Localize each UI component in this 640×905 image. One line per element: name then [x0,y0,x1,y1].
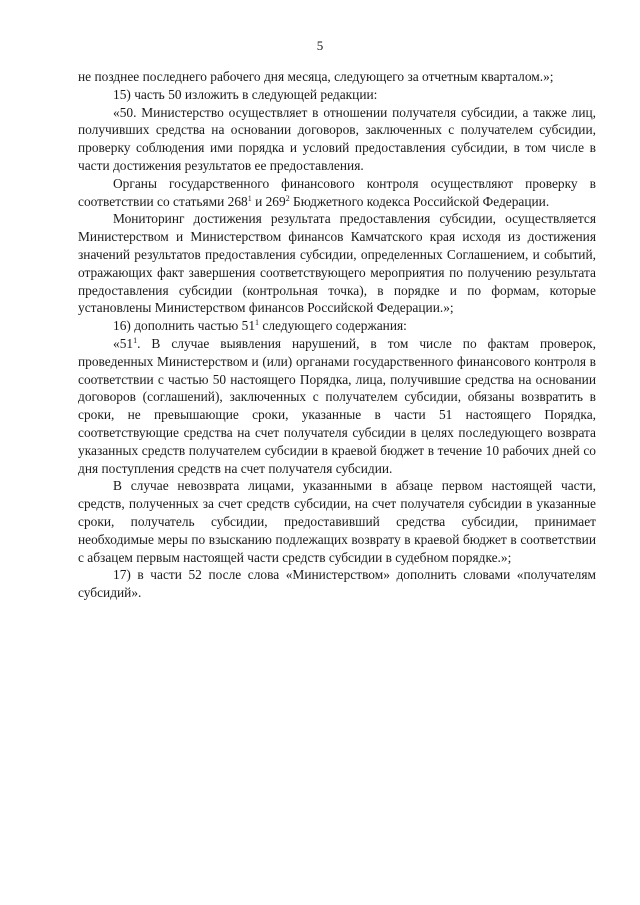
paragraph-state-financial-control [78,175,596,211]
paragraph-text-segment: следующего содержания: [259,318,407,334]
paragraph-part-51-1 [78,335,596,477]
paragraph-text-segment: 16) дополнить частью 51 [113,318,256,334]
paragraph-item-17: 17) в части 52 после слова «Министерством» дополнить словами «получателям субсидий». [78,567,596,601]
paragraph-continuation: не позднее последнего рабочего дня месяца, следующего за отчетным кварталом.»; [78,69,554,84]
paragraph-text-segment: «51 [113,335,134,351]
paragraph-part-50: «50. Министерство осуществляет в отношении получателя субсидии, а также лиц, получивших средства на основании договоров, заключенных с получателем субсидии, проверку соблюдения ими порядка и условий предоставления субсидии, в том числе в части достижения результатов ее предоставления. [78,104,596,173]
paragraph-text-segment: Органы государственного финансового контроля осуществляют проверку в соответствии со статьями 268 [78,175,596,209]
paragraph-monitoring: Мониторинг достижения результата предоставления субсидии, осуществляется Министерством и Министерством финансов Камчатского края исходя из достижения значений результатов предоставления субсидии, определенных Соглашением, и событий, отражающих факт завершения соответствующего мероприятия по получению результата предоставления субсидии (контрольная точка), в порядке и по формам, которые установлены Министерством финансов Российской Федерации.»; [78,211,596,316]
paragraph-text-segment: и 269 [251,193,286,209]
superscript: 2 [285,193,290,203]
paragraph-non-return: В случае невозврата лицами, указанными в абзаце первом настоящей части, средств, полученных за счет средств субсидии, на счет получателя субсидии в указанные сроки, получатель субсидии, предоставивший средства субсидии, принимает необходимые меры по взысканию подлежащих возврату в краевой бюджет в соответствии с абзацем первым настоящей части средств субсидии в судебном порядке.»; [78,478,596,565]
paragraph-item-16 [78,317,596,335]
superscript: 1 [133,335,138,345]
superscript: 1 [247,193,252,203]
page-number: 5 [316,38,324,53]
paragraph-text-segment: Бюджетного кодекса Российской Федерации. [289,193,550,209]
paragraph-item-15: 15) часть 50 изложить в следующей редакции: [113,86,378,102]
superscript: 1 [255,318,260,328]
document-body [78,68,596,602]
paragraph-text-segment: . В случае выявления нарушений, в том числе по фактам проверок, проведенных Министерством и (или) органами государственного финансового контроля в соответствии с частью 50 настоящего Порядка, лица, получившие средства на основании договоров (соглашений), заключенных с получателем субсидии, обязаны возвратить в сроки, не превышающие сроки, указанные в части 51 настоящего Порядка, соответствующие средства на счет получателя субсидии в целях последующего возврата указанных средств получателем субсидии в краевой бюджет в течение 10 рабочих дней со дня поступления средств на счет получателя субсидии. [78,335,596,476]
